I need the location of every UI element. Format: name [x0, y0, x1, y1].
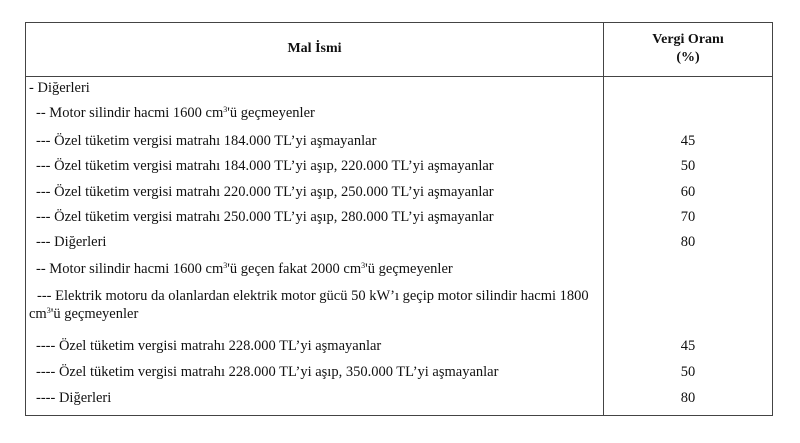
row-value-11: 80 [680, 390, 696, 406]
row-value-2: 45 [680, 133, 696, 149]
tax-rate-table [25, 22, 773, 416]
row-value-6: 80 [680, 234, 696, 250]
row-label-2: --- Özel tüketim vergisi matrahı 184.000 TL’yi aşmayanlar [36, 133, 377, 149]
column-header-mal-ismi: Mal İsmi [287, 41, 342, 56]
row-label-11: ---- Diğerleri [36, 390, 112, 406]
row-label-5: --- Özel tüketim vergisi matrahı 250.000 TL’yi aşıp, 280.000 TL’yi aşmayanlar [36, 209, 494, 225]
row-value-3: 50 [680, 158, 696, 174]
row-label-3: --- Özel tüketim vergisi matrahı 184.000 TL’yi aşıp, 220.000 TL’yi aşmayanlar [36, 158, 494, 174]
column-header-vergi-orani-line1: Vergi Oranı [652, 32, 724, 47]
column-header-vergi-orani-line2: (%) [676, 50, 700, 65]
row-label-6: --- Diğerleri [36, 234, 107, 250]
column-header-vergi-orani [603, 31, 773, 67]
row-value-10: 50 [680, 364, 696, 380]
row-label-9: ---- Özel tüketim vergisi matrahı 228.000 TL’yi aşmayanlar [36, 338, 382, 354]
row-value-5: 70 [680, 209, 696, 225]
row-value-4: 60 [680, 184, 696, 200]
row-value-9: 45 [680, 338, 696, 354]
header-divider [26, 76, 772, 77]
row-label-10: ---- Özel tüketim vergisi matrahı 228.000 TL’yi aşıp, 350.000 TL’yi aşmayanlar [36, 364, 499, 380]
row-label-0: - Diğerleri [29, 80, 90, 96]
row-label-1: -- Motor silindir hacmi 1600 $cm^3'ü$ geçmeyenler [36, 105, 315, 121]
row-label-7: -- Motor silindir hacmi 1600 $cm^3'ü$ geçen fakat 2000 $cm^3'ü$ geçmeyenler [36, 261, 453, 277]
row-label-8: --- Elektrik motoru da olanlardan elektrik motor gücü 50 kW’ı geçip motor silindir hacmi 1800 $cm^3'ü$ geçmeyenler [29, 288, 589, 322]
row-label-4: --- Özel tüketim vergisi matrahı 220.000 TL’yi aşıp, 250.000 TL’yi aşmayanlar [36, 184, 494, 200]
